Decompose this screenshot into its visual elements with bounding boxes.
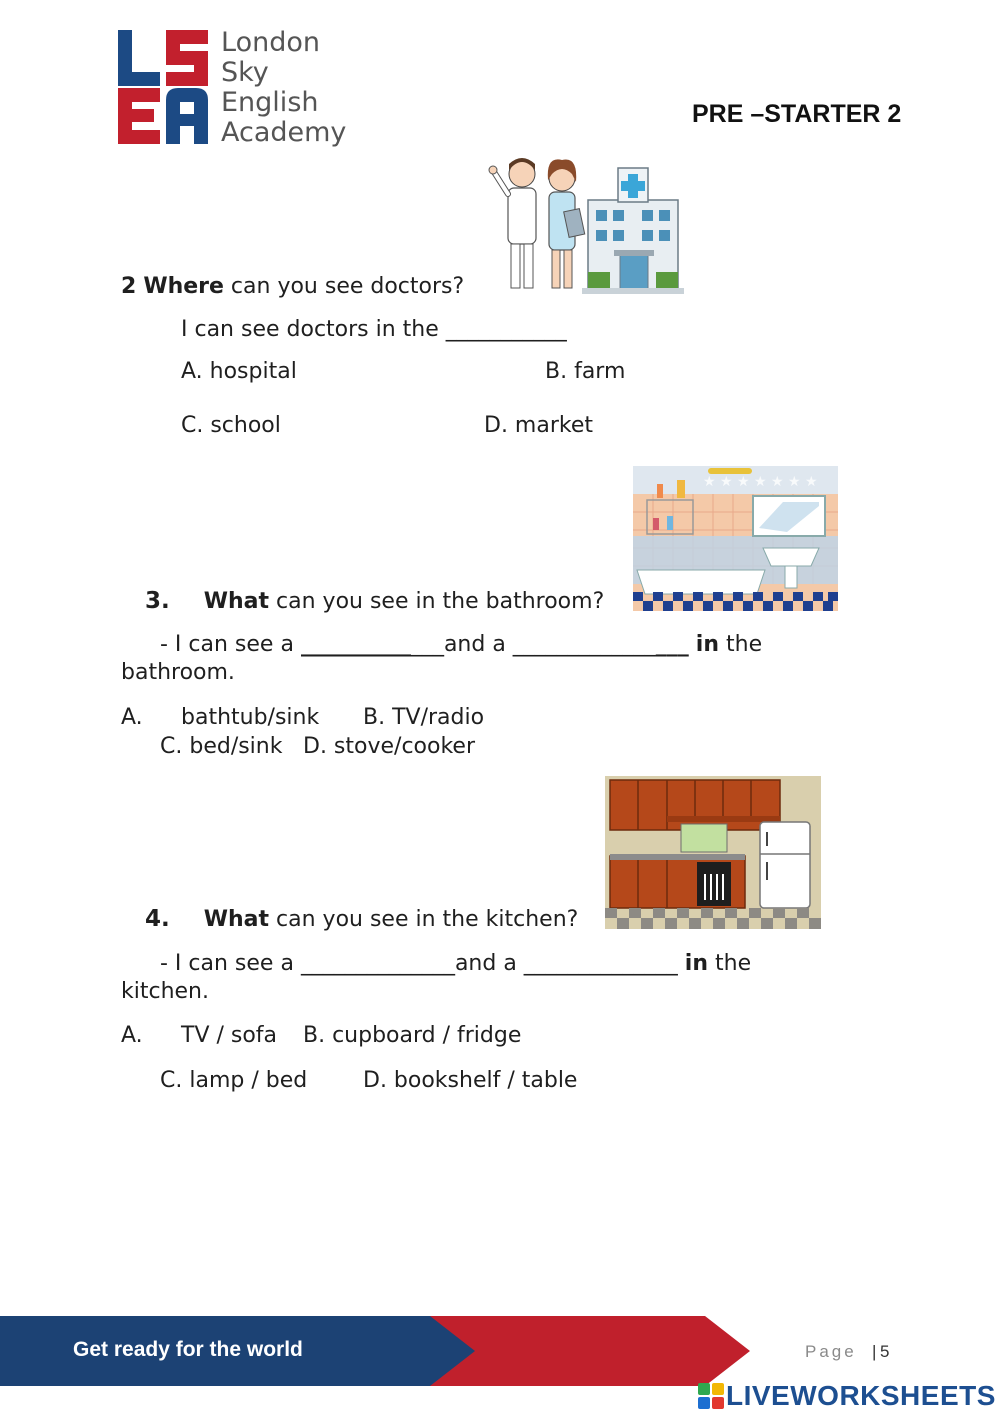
logo-line: English (221, 87, 319, 118)
page-number: 5 (880, 1342, 890, 1361)
liveworksheets-logo-icon (698, 1383, 724, 1409)
sentence-start: - I can see a (160, 951, 301, 976)
option-a[interactable]: TV / sofa (181, 1023, 278, 1048)
question-text: can you see doctors? (223, 274, 465, 299)
sentence-continuation: bathroom. (121, 660, 235, 685)
option-d[interactable]: D. bookshelf / table (363, 1068, 578, 1093)
question-keyword: Where (143, 274, 224, 299)
option-b[interactable]: B. cupboard / fridge (303, 1023, 522, 1048)
bathroom-illustration (633, 466, 838, 611)
answer-blank-2-tail[interactable]: ___ (655, 632, 689, 657)
page-label: Page (805, 1342, 857, 1361)
option-c[interactable]: C. school (181, 413, 281, 438)
answer-blank-1[interactable]: ___________ (300, 951, 422, 976)
option-c[interactable]: C. bed/sink (160, 734, 283, 759)
answer-sentence: I can see doctors in the ___________ (181, 317, 567, 342)
kitchen-illustration (605, 776, 821, 929)
sentence-end: the (719, 632, 763, 657)
question-2 (121, 273, 464, 301)
logo-line: Academy (221, 117, 347, 148)
option-b[interactable]: B. farm (545, 359, 626, 384)
option-b[interactable]: B. TV/radio (363, 705, 485, 730)
answer-blank-1-tail[interactable]: ___ (421, 951, 455, 976)
answer-blank-1-tail[interactable]: ___ (410, 632, 444, 657)
answer-blank-2[interactable]: __ (523, 951, 546, 976)
question-number: 3. (145, 588, 170, 614)
question-keyword: What (203, 589, 270, 614)
sentence-in: in (695, 632, 719, 657)
sentence-mid: and a (443, 632, 513, 657)
question-keyword: What (203, 907, 270, 932)
logo-line: London (221, 27, 320, 58)
answer-sentence (160, 631, 762, 659)
liveworksheets-text: LIVEWORKSHEETS (726, 1380, 996, 1411)
sentence-in: in (684, 951, 708, 976)
logo-line: Sky (221, 57, 269, 88)
option-a-label: A. (121, 1023, 143, 1048)
sentence-end: the (708, 951, 752, 976)
svg-text:★ ★ ★ ★ ★ ★ ★: ★ ★ ★ ★ ★ ★ ★ (703, 474, 818, 490)
academy-name (221, 28, 346, 148)
sentence-continuation: kitchen. (121, 979, 209, 1004)
sentence-mid: and a (454, 951, 524, 976)
liveworksheets-watermark[interactable] (698, 1380, 996, 1412)
academy-logo (118, 30, 208, 144)
level-title: PRE –STARTER 2 (692, 100, 902, 128)
option-a-label: A. (121, 705, 143, 730)
question-number: 2 (121, 274, 137, 299)
page-separator: | (872, 1342, 877, 1361)
question-3 (145, 587, 604, 616)
question-number: 4. (145, 906, 170, 932)
footer-slogan: Get ready for the world (73, 1338, 303, 1361)
option-a[interactable]: bathtub/sink (181, 705, 320, 730)
doctors-hospital-illustration (486, 152, 686, 297)
option-d[interactable]: D. market (484, 413, 594, 438)
answer-sentence (160, 950, 751, 978)
option-a[interactable]: A. hospital (181, 359, 297, 384)
question-4 (145, 905, 578, 934)
answer-blank-2[interactable]: _____________ (512, 632, 656, 657)
answer-blank-2-tail[interactable]: ____________ (545, 951, 678, 976)
option-d[interactable]: D. stove/cooker (303, 734, 475, 759)
question-text: can you see in the bathroom? (269, 589, 605, 614)
answer-blank-1[interactable]: __________ (300, 632, 411, 657)
question-text: can you see in the kitchen? (269, 907, 579, 932)
sentence-start: - I can see a (160, 632, 301, 657)
option-c[interactable]: C. lamp / bed (160, 1068, 308, 1093)
